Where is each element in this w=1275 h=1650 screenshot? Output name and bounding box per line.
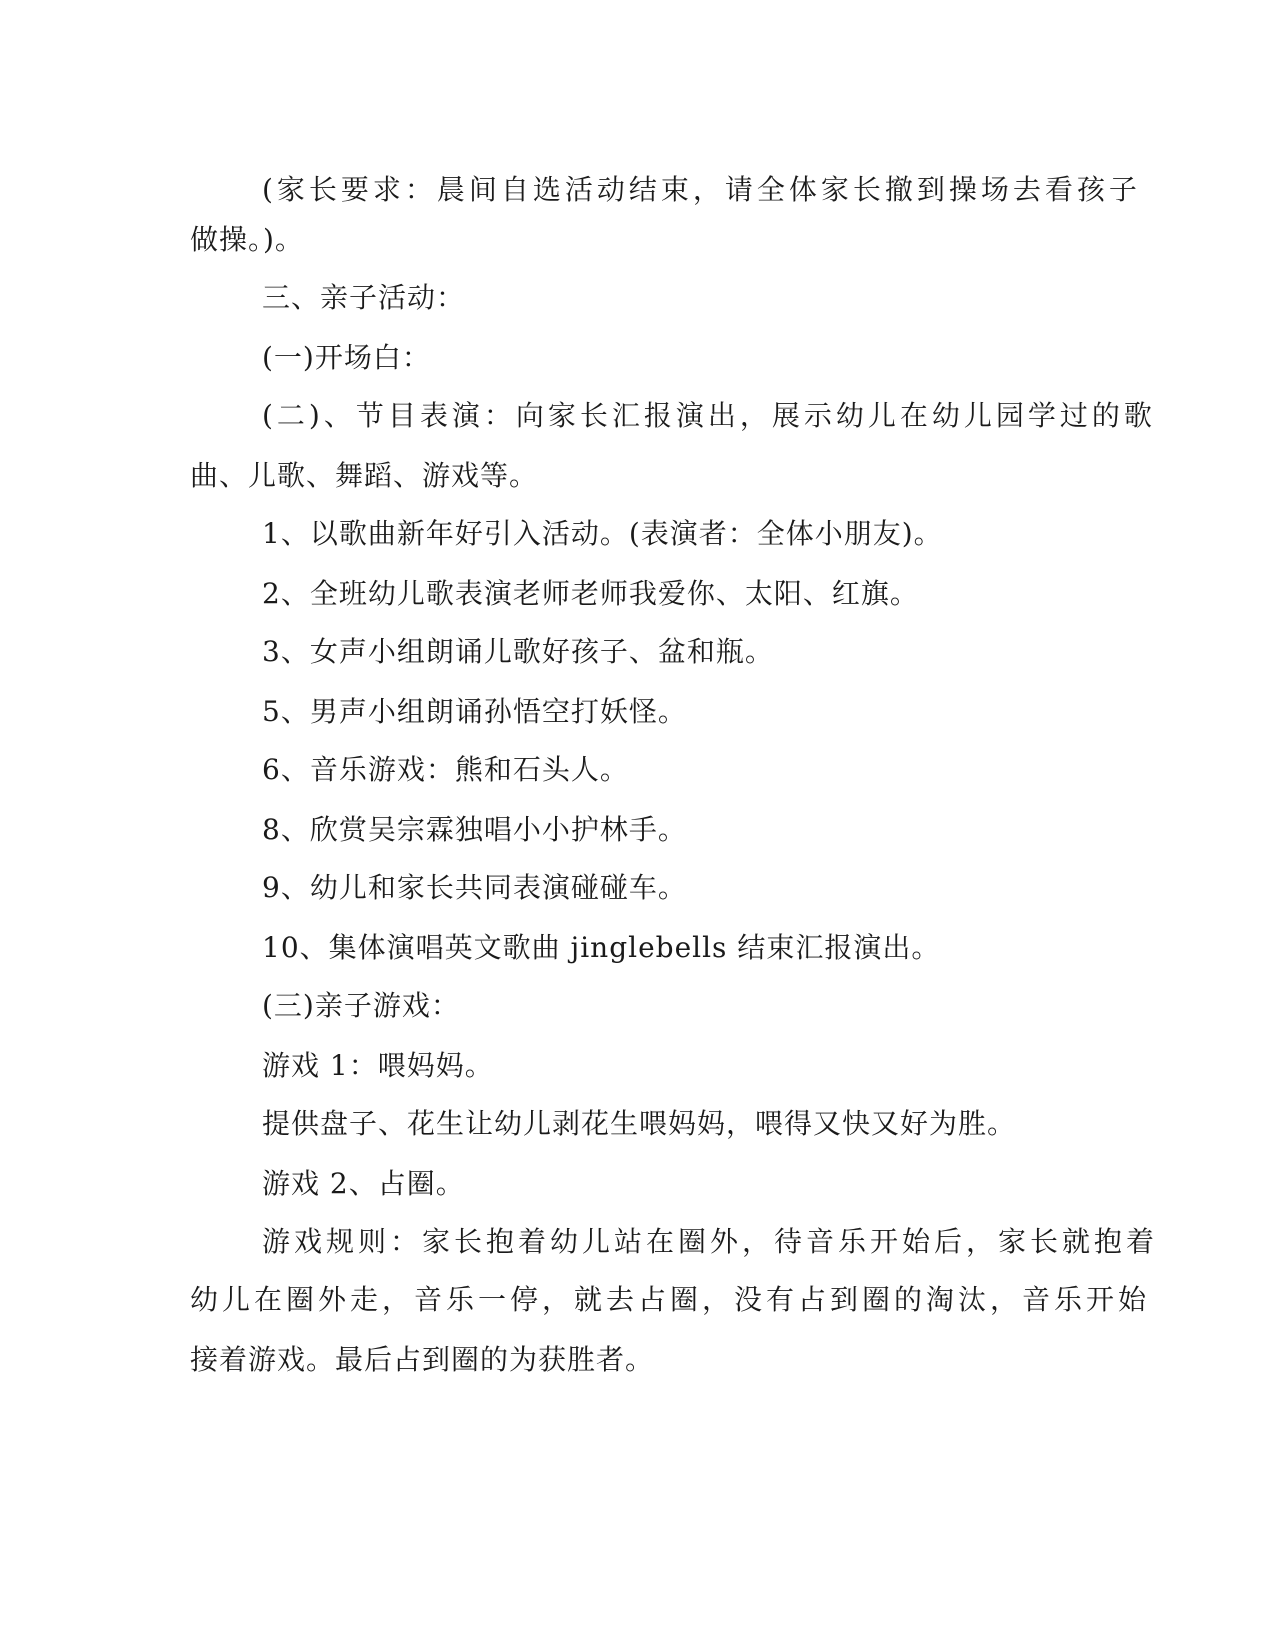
section-heading: 三、亲子活动： bbox=[262, 281, 466, 314]
subsection-heading: (一)开场白： bbox=[262, 341, 431, 374]
list-item: 6、音乐游戏：熊和石头人。 bbox=[262, 753, 629, 786]
list-item: 2、全班幼儿歌表演老师老师我爱你、太阳、红旗。 bbox=[262, 577, 919, 610]
list-item: 8、欣赏吴宗霖独唱小小护林手。 bbox=[262, 813, 687, 846]
paragraph-line: (二)、节目表演：向家长汇报演出，展示幼儿在幼儿园学过的歌 bbox=[262, 399, 1156, 432]
list-item: 9、幼儿和家长共同表演碰碰车。 bbox=[262, 871, 687, 904]
paragraph-line: 做操。)。 bbox=[190, 223, 304, 256]
paragraph-line: 曲、儿歌、舞蹈、游戏等。 bbox=[190, 459, 539, 492]
paragraph-line: 提供盘子、花生让幼儿剥花生喂妈妈，喂得又快又好为胜。 bbox=[262, 1107, 1017, 1140]
list-item: 1、以歌曲新年好引入活动。(表演者：全体小朋友)。 bbox=[262, 517, 943, 550]
paragraph-line: 游戏规则：家长抱着幼儿站在圈外，待音乐开始后，家长就抱着 bbox=[262, 1225, 1159, 1258]
list-item: 10、集体演唱英文歌曲 jinglebells 结束汇报演出。 bbox=[262, 931, 941, 964]
paragraph-line: 接着游戏。最后占到圈的为获胜者。 bbox=[190, 1343, 655, 1376]
game-title: 游戏 1：喂妈妈。 bbox=[262, 1049, 494, 1082]
paragraph-line: (家长要求：晨间自选活动结束，请全体家长撤到操场去看孩子 bbox=[262, 173, 1141, 206]
paragraph-line: 幼儿在圈外走，音乐一停，就去占圈，没有占到圈的淘汰，音乐开始 bbox=[190, 1283, 1151, 1316]
subsection-heading: (三)亲子游戏： bbox=[262, 989, 460, 1022]
list-item: 3、女声小组朗诵儿歌好孩子、盆和瓶。 bbox=[262, 635, 774, 668]
game-title: 游戏 2、占圈。 bbox=[262, 1167, 465, 1200]
list-item: 5、男声小组朗诵孙悟空打妖怪。 bbox=[262, 695, 687, 728]
